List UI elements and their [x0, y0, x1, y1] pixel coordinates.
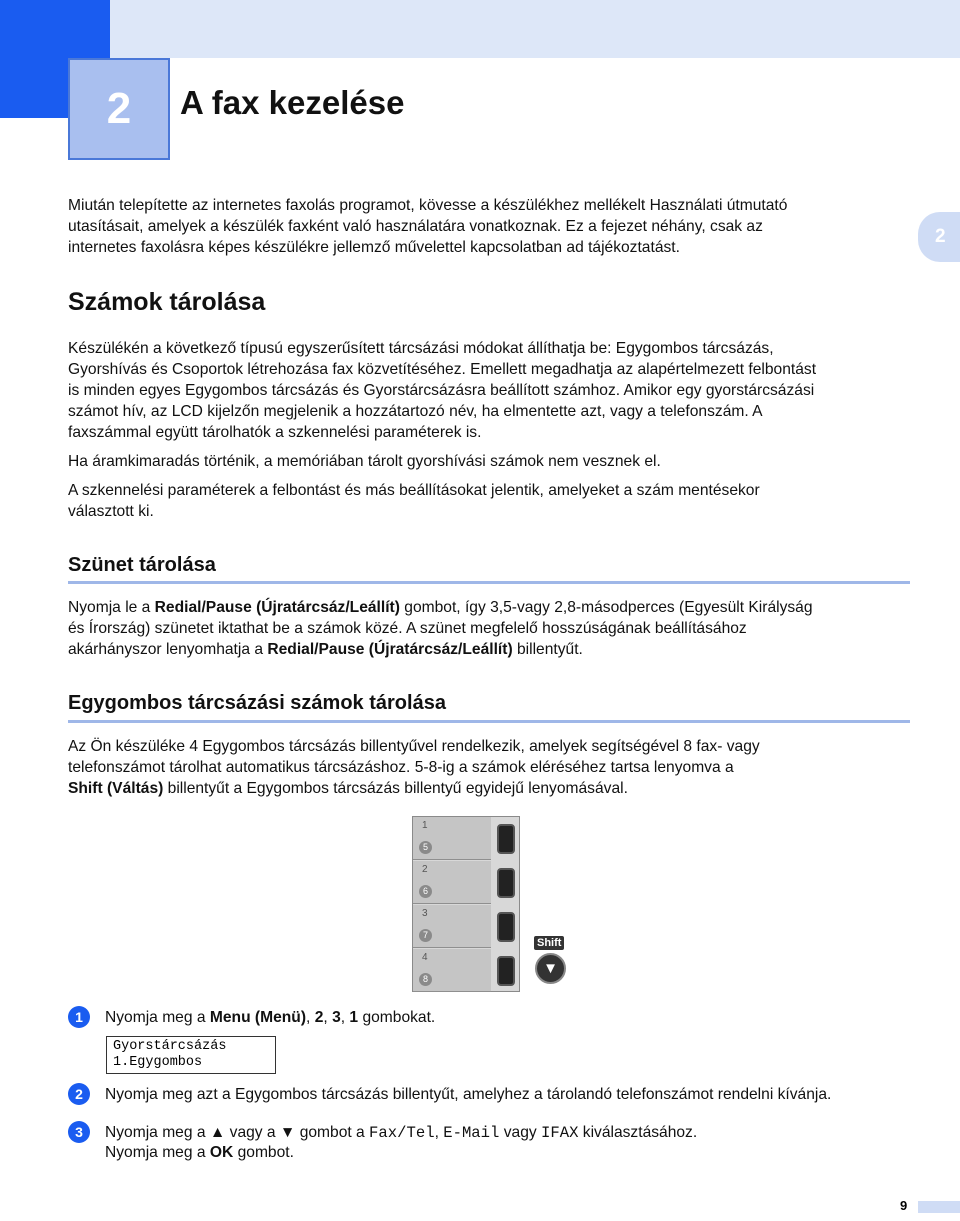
- para-line: számot hív, az LCD kijelzőn megjelenik a hozzátartozó név, ha elmentette azt, vagy a telefonszám. A: [68, 403, 763, 420]
- para-line: telefonszámot tárolhat automatikus tárcsázáshoz. 5-8-ig a számok eléréséhez tartsa lenyomva a: [68, 759, 734, 776]
- intro-line: Miután telepítette az internetes faxolás programot, kövesse a készülékhez mellékelt Használati útmutató: [68, 197, 788, 214]
- chapter-number: 2: [106, 84, 132, 133]
- para-line: és Írország) szünetet iktathat be a számok közé. A szünet megfelelő hosszúságának beállításához: [68, 620, 747, 637]
- key-number-bottom: 8: [419, 973, 432, 986]
- para-line: is minden egyes Egygombos tárcsázás és Gyorstárcsázásra beállított számhoz. Amikor egy gyorstárcsázási: [68, 382, 815, 399]
- key-number-bottom: 6: [419, 885, 432, 898]
- side-tab-number: 2: [935, 226, 946, 247]
- section2-paragraph: [68, 597, 908, 660]
- intro-line: internetes faxolásra képes készülékre jellemző művelettel kapcsolatban ad tájékoztatást.: [68, 239, 680, 256]
- page-number: 9: [900, 1198, 908, 1213]
- up-arrow-icon: ▲: [209, 1124, 226, 1141]
- section-heading-szamok: Számok tárolása: [68, 288, 266, 316]
- step-3-text: [105, 1123, 697, 1163]
- one-touch-key: [497, 824, 515, 854]
- lcd-line: 1.Egygombos: [113, 1055, 203, 1070]
- para-line: faxszámmal együtt tárolhatók a szkennelési paraméterek is.: [68, 424, 482, 441]
- chapter-side-tab: [918, 212, 960, 262]
- one-touch-key: [497, 868, 515, 898]
- section1-paragraph3: [68, 480, 908, 522]
- step-number-2: 2: [68, 1083, 90, 1105]
- para-line: Nyomja le a Redial/Pause (Újratárcsáz/Leállít) gombot, így 3,5-vagy 2,8-másodperces (Egyesült Királyság: [68, 599, 813, 616]
- down-arrow-icon: ▼: [279, 1124, 296, 1141]
- step-1-text: Nyomja meg a Menu (Menü), 2, 3, 1 gombokat.: [105, 1009, 436, 1026]
- intro-paragraph: [68, 195, 908, 258]
- section1-paragraph1: [68, 338, 908, 443]
- chapter-number-box: [68, 58, 170, 160]
- keypad-row: [413, 949, 491, 992]
- chapter-title: A fax kezelése: [180, 84, 405, 121]
- key-number-bottom: 5: [419, 841, 432, 854]
- para-line: akárhányszor lenyomhatja a Redial/Pause (Újratárcsáz/Leállít) billentyűt.: [68, 641, 583, 658]
- keypad-row: [413, 817, 491, 860]
- step-line: Nyomja meg a ▲ vagy a ▼ gombot a Fax/Tel, E-Mail vagy IFAX kiválasztásához.: [105, 1124, 698, 1142]
- shift-label: Shift: [534, 936, 564, 950]
- step-line: Nyomja meg a OK gombot.: [105, 1144, 294, 1161]
- intro-line: utasításait, amelyek a készülék faxként való használatára vonatkoznak. Ez a fejezet néhány, csak az: [68, 218, 763, 235]
- section3-paragraph: [68, 736, 908, 799]
- one-touch-key: [497, 912, 515, 942]
- lcd-line: Gyorstárcsázás: [113, 1039, 227, 1054]
- key-number-top: 2: [422, 864, 428, 875]
- one-touch-keypad-illustration: [412, 816, 520, 992]
- para-line: Gyorshívás és Csoportok létrehozása fax közvetítéséhez. Emellett megadhatja az alapértelmezett felbontást: [68, 361, 817, 378]
- para-line: Shift (Váltás) billentyűt a Egygombos tárcsázás billentyű egyidejű lenyomásával.: [68, 780, 628, 797]
- para-line: Készülékén a következő típusú egyszerűsített tárcsázási módokat állíthatja be: Egygombos tárcsázás,: [68, 340, 774, 357]
- key-number-top: 4: [422, 952, 428, 963]
- key-number-bottom: 7: [419, 929, 432, 942]
- section-heading-egygombos: Egygombos tárcsázási számok tárolása: [68, 692, 446, 714]
- para-line: Az Ön készüléke 4 Egygombos tárcsázás billentyűvel rendelkezik, amelyek segítségével 8 fax- vagy: [68, 738, 760, 755]
- section-rule: [68, 720, 910, 723]
- step-number-1: 1: [68, 1006, 90, 1028]
- step-number-3: 3: [68, 1121, 90, 1143]
- header-band: [0, 0, 960, 58]
- para-line: választott ki.: [68, 503, 154, 520]
- step-2-text: Nyomja meg azt a Egygombos tárcsázás billentyűt, amelyhez a tárolandó telefonszámot rendelni kívánja.: [105, 1086, 832, 1103]
- key-number-top: 3: [422, 908, 428, 919]
- shift-key-icon: ▼: [535, 953, 566, 984]
- section-heading-szunet: Szünet tárolása: [68, 554, 216, 576]
- one-touch-key: [497, 956, 515, 986]
- keypad-row: [413, 905, 491, 948]
- section1-paragraph2: Ha áramkimaradás történik, a memóriában tárolt gyorshívási számok nem vesznek el.: [68, 453, 661, 470]
- key-number-top: 1: [422, 820, 428, 831]
- lcd-display: [106, 1036, 276, 1074]
- para-line: A szkennelési paraméterek a felbontást és más beállításokat jelentik, amelyeket a szám mentésekor: [68, 482, 760, 499]
- section-rule: [68, 581, 910, 584]
- keypad-row: [413, 861, 491, 904]
- footer-bar: [918, 1201, 960, 1213]
